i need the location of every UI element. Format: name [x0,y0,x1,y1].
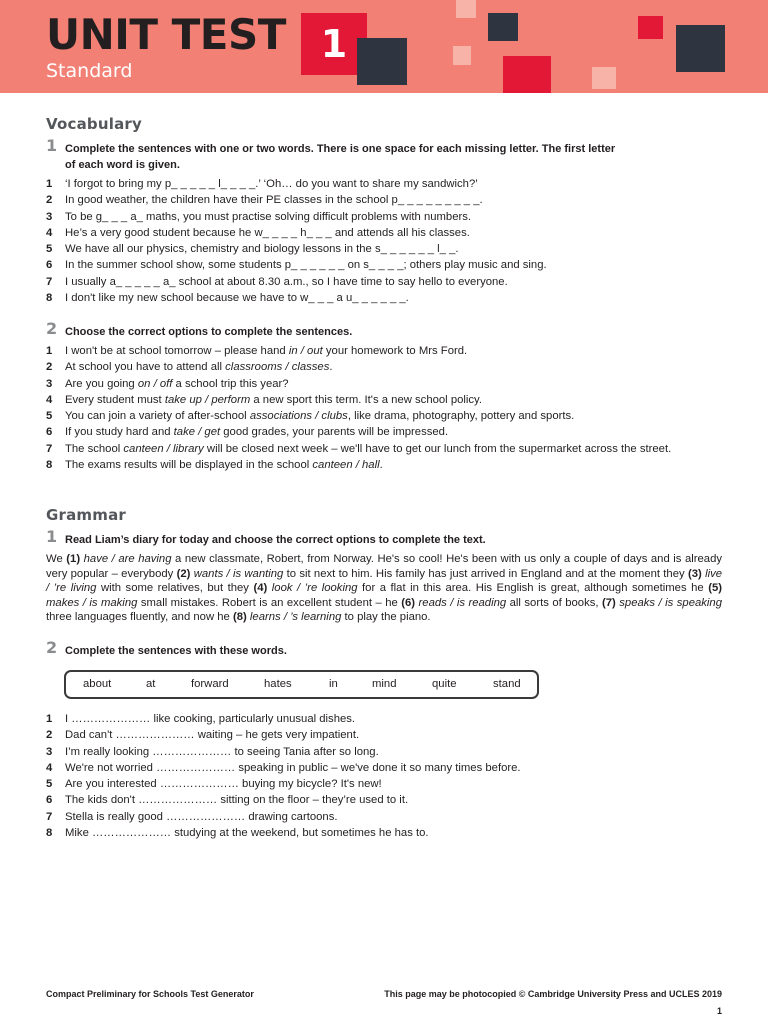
diary-text-segment: with some relatives, but they [96,582,254,595]
decor-square [453,46,471,65]
word-item: about [83,678,112,690]
word-item: forward [191,678,229,690]
item-number: 1 [46,713,53,725]
page-title: UNIT TEST [46,10,286,59]
item-number: 3 [46,377,53,390]
diary-text-segment: three languages fluently, and now he [46,611,233,624]
item-text: Dad can't ………………… waiting – he gets very impatient. [65,729,360,742]
grammar-ex1-instruction [46,527,726,548]
item-text: I ………………… like cooking, particularly unusual dishes. [65,713,356,725]
list-item [46,744,736,760]
list-item [46,343,736,359]
vocab-ex2-list [46,343,736,473]
gap-number: (5) [708,582,723,595]
item-text: He’s a very good student because he w_ _ _ _ h_ _ _ and attends all his classes. [65,226,470,239]
decor-square [676,25,725,72]
instruction-text: Choose the correct options to complete the sentences. [65,326,353,338]
item-number: 8 [46,459,53,472]
item-number: 6 [46,794,53,807]
item-number: 8 [46,292,53,305]
item-options: associations / clubs [249,410,348,423]
item-text: , like drama, photography, pottery and sports. [347,410,575,423]
item-number: 8 [46,827,53,840]
item-text: your homework to Mrs Ford. [322,345,468,357]
item-text: ‘I forgot to bring my p_ _ _ _ _ l_ _ _ _.’ ‘Oh… do you want to share my sandwich?’ [65,178,478,190]
item-number: 3 [46,210,53,223]
gap-number: (1) [66,553,81,565]
gap-number: (6) [401,596,416,609]
item-text: In good weather, the children have their PE classes in the school p_ _ _ _ _ _ _ _ _. [65,194,483,207]
list-item [46,274,736,290]
vocab-ex1-instruction [46,136,726,173]
list-item [46,441,736,457]
diary-text-segment: small mistakes. Robert is an excellent student – he [137,596,402,609]
vocab-ex1-list [46,176,736,306]
gap-number: (8) [232,611,247,624]
decor-square [503,56,551,93]
list-item [46,711,736,727]
item-number: 2 [46,361,53,374]
item-options: canteen / library [123,442,204,455]
item-text: . [329,361,333,374]
list-item [46,760,736,776]
diary-text [46,552,722,625]
decor-square [456,0,476,18]
gap-options: speaks / is speaking [619,596,722,609]
grammar-ex2-instruction [46,638,726,659]
vocab-ex2-instruction [46,319,726,340]
grammar-heading: Grammar [46,506,127,524]
exercise-number: 1 [46,527,58,546]
word-item: quite [432,678,457,690]
item-options: take up / perform [164,393,251,406]
item-text: We're not worried ………………… speaking in public – we've done it so many times before. [65,761,521,774]
item-number: 3 [46,745,53,758]
exercise-number: 2 [46,319,58,338]
item-options: on / off [137,377,173,390]
item-text: Are you interested ………………… buying my bicycle? It's new! [65,778,382,791]
item-text: I’m really looking ………………… to seeing Tania after so long. [65,745,379,758]
list-item [46,225,736,241]
instruction-text: Read Liam’s diary for today and choose the correct options to complete the text. [65,534,486,546]
item-number: 4 [46,393,53,406]
list-item [46,408,736,424]
exercise-number: 2 [46,638,58,657]
item-number: 4 [46,226,53,239]
list-item [46,457,736,473]
word-item: mind [372,678,397,690]
gap-number: (3) [687,567,702,580]
instruction-text: Complete the sentences with one or two words. There is one space for each missing letter. The first letter of each word is given. [65,143,616,171]
gap-options: makes / is making [46,596,138,609]
item-number: 7 [46,442,53,455]
diary-text-segment: all sorts of books, [506,596,602,609]
unit-number: 1 [320,22,348,66]
list-item [46,209,736,225]
item-number: 1 [46,178,53,190]
instruction-text: Complete the sentences with these words. [65,645,287,657]
item-options: take / get [173,426,221,439]
word-box [64,670,539,699]
item-text: You can join a variety of after-school [65,410,250,423]
gap-options: wants / is wanting [193,567,284,580]
item-text: a school trip this year? [172,377,289,390]
diary-text-segment: to sit next to him. His family has just arrived in England and at the moment they [283,567,688,580]
item-number: 5 [46,243,53,256]
diary-text-segment: to play the piano. [341,611,431,624]
decor-square [488,13,518,41]
item-text: If you study hard and [65,426,174,439]
item-text: We have all our physics, chemistry and biology lessons in the s_ _ _ _ _ _ l_ _. [65,243,459,256]
word-item: at [146,678,156,690]
item-text: I don't like my new school because we have to w_ _ _ a u_ _ _ _ _ _. [65,292,409,305]
header-banner [0,0,768,93]
list-item [46,359,736,375]
item-number: 6 [46,259,53,272]
list-item [46,727,736,743]
list-item [46,176,736,192]
gap-options: live / ’re living [46,567,723,595]
item-number: 2 [46,729,53,742]
item-text: The exams results will be displayed in the school [65,459,313,472]
list-item [46,290,736,306]
item-text: The kids don't ………………… sitting on the floor – they’re used to it. [65,794,409,807]
list-item [46,241,736,257]
item-number: 4 [46,761,53,774]
gap-options: learns / ’s learning [249,611,342,624]
item-text: In the summer school show, some students p_ _ _ _ _ _ on s_ _ _ _; others play music and sing. [65,259,547,272]
item-options: classrooms / classes [225,361,330,374]
item-text: a new sport this term. It's a new school policy. [250,393,482,406]
page-number: 1 [716,1006,722,1016]
item-text: At school you have to attend all [65,361,226,374]
item-text: I won't be at school tomorrow – please hand [65,345,289,357]
list-item [46,192,736,208]
page-subtitle: Standard [46,60,133,82]
gap-options: reads / is reading [418,596,507,609]
item-text: will be closed next week – we'll have to get our lunch from the supermarket across the street. [203,442,672,455]
word-item: in [329,678,338,690]
item-text: The school [65,442,124,455]
item-number: 2 [46,194,53,207]
exercise-number: 1 [46,136,58,155]
list-item [46,424,736,440]
word-item: hates [264,678,292,690]
item-number: 1 [46,345,53,357]
item-text: Stella is really good ………………… drawing cartoons. [65,810,338,823]
diary-text-segment: a new classmate, Robert, from Norway. He's so cool! He's been with us only a couple of days and is already very popular – everybody [46,553,723,580]
list-item [46,257,736,273]
item-text: I usually a_ _ _ _ _ a_ school at about 8.30 a.m., so I have time to say hello to everyone. [65,275,508,288]
gap-number: (4) [253,582,268,595]
item-number: 5 [46,778,53,791]
item-text: Are you going [65,377,138,390]
item-text: . [379,459,383,472]
item-text: Every student must [65,393,165,406]
diary-text-segment: We [46,553,67,565]
gap-number: (7) [602,596,616,609]
vocabulary-heading: Vocabulary [46,115,142,133]
list-item [46,792,736,808]
footer-copyright: This page may be photocopied © Cambridge University Press and UCLES 2019 [384,989,722,999]
gap-options: look / ’re looking [271,582,358,595]
list-item [46,809,736,825]
decor-square [357,38,407,85]
footer-title: Compact Preliminary for Schools Test Generator [46,989,254,999]
decor-square [638,16,663,39]
item-number: 7 [46,275,53,288]
gap-number: (2) [176,567,191,580]
gap-options: have / are having [83,553,172,565]
item-options: in / out [288,345,323,357]
diary-text-segment: for a flat in this area. His English is great, although sometimes he [357,582,709,595]
word-item: stand [493,678,521,690]
decor-square [592,67,616,89]
list-item [46,376,736,392]
list-item [46,825,736,841]
item-text: good grades, your parents will be impressed. [220,426,449,439]
item-options: canteen / hall [312,459,380,472]
list-item [46,776,736,792]
item-number: 6 [46,426,53,439]
item-text: To be g_ _ _ a_ maths, you must practise solving difficult problems with numbers. [65,210,472,223]
item-text: Mike ………………… studying at the weekend, but sometimes he has to. [65,827,429,840]
list-item [46,392,736,408]
item-number: 5 [46,410,53,423]
grammar-ex2-list [46,711,736,841]
item-number: 7 [46,810,53,823]
